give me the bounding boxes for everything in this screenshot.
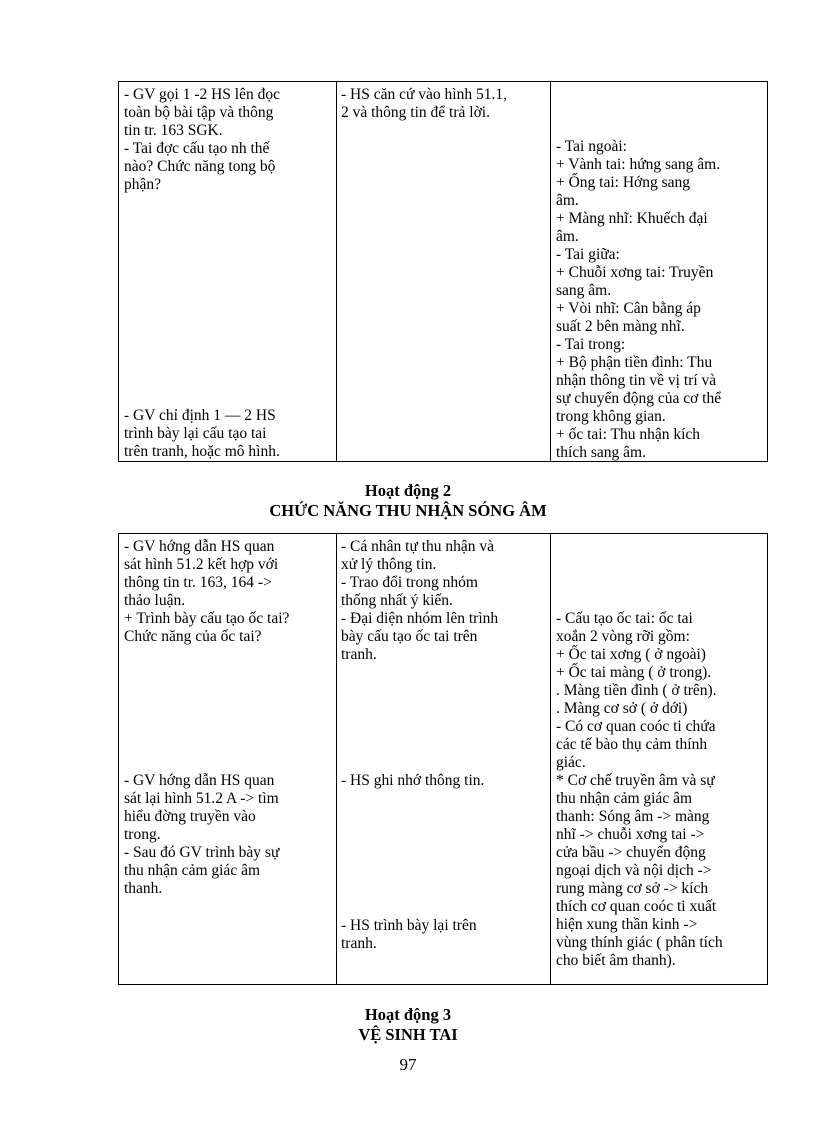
activity-2-table [118,533,768,985]
student-activity-text: - HS ghi nhớ thông tin. [341,772,485,789]
activity-1-table [118,81,768,462]
student-activity-text: - Cá nhân tự thu nhận và xử lý thông tin. - Trao đổi trong nhóm thống nhất ý kiến. - Đại diện nhóm lên trình bày cấu tạo ốc tai trên tranh. [341,538,499,663]
activity-3-title: VỆ SINH TAI [358,1025,458,1044]
content-summary-text: - Tai ngoài: + Vành tai: hứng sang âm. + Ống tai: Hớng sang âm. + Màng nhĩ: Khuếch đại âm. - Tai giữa: + Chuỗi xơng tai: Truyền sang âm. + Vòi nhĩ: Cân bằng áp suất 2 bên màng nhĩ. - Tai trong: + Bộ phận tiền đình: Thu nhận thông tin về vị trí và sự chuyển động của cơ thể trong không gian. + ốc tai: Thu nhận kích thích sang âm. [556,138,722,461]
teacher-activity-text: - GV chỉ định 1 — 2 HS trình bày lại cấu tạo tai trên tranh, hoặc mô hình. [124,407,280,460]
activity-2-label: Hoạt động 2 [364,481,452,500]
content-summary-text: - Cấu tạo ốc tai: ốc tai xoắn 2 vòng rỡi gồm: + Ốc tai xơng ( ở ngoài) + Ốc tai màng ( ở trong). . Màng tiền đình ( ở trên). . Màng cơ sở ( ở dới) - Có cơ quan coóc ti chứa các tế bào thụ cảm thính giác. * Cơ chế truyền âm và sự thu nhận cảm giác âm thanh: Sóng âm -> màng nhĩ -> chuỗi xơng tai -> cửa bầu -> chuyển động ngoại dịch và nội dịch -> rung màng cơ sở -> kích thích cơ quan coóc ti xuất hiện xung thần kinh -> vùng thính giác ( phân tích cho biết âm thanh). [556,610,723,969]
page-number: 97 [399,1055,417,1074]
teacher-activity-text: - GV gọi 1 -2 HS lên đọc toàn bộ bài tập và thông tin tr. 163 SGK. - Tai đợc cấu tạo nh thế nào? Chức năng tong bộ phận? [124,86,280,193]
student-column [336,82,551,461]
activity-3-label: Hoạt động 3 [364,1005,452,1024]
student-activity-text: - HS trình bày lại trên tranh. [341,917,477,952]
teacher-activity-text: - GV hớng dẫn HS quan sát lại hình 51.2 A -> tìm hiểu đờng truyền vào trong. - Sau đó GV trình bày sự thu nhận cảm giác âm thanh. [124,772,280,897]
teacher-activity-text: - GV hớng dẫn HS quan sát hình 51.2 kết hợp với thông tin tr. 163, 164 -> thảo luận. + Trình bày cấu tạo ốc tai? Chức năng của ốc tai? [124,538,290,645]
activity-2-title: CHỨC NĂNG THU NHẬN SÓNG ÂM [269,501,547,520]
student-activity-text: - HS căn cứ vào hình 51.1, 2 và thông tin để trả lời. [341,86,507,121]
